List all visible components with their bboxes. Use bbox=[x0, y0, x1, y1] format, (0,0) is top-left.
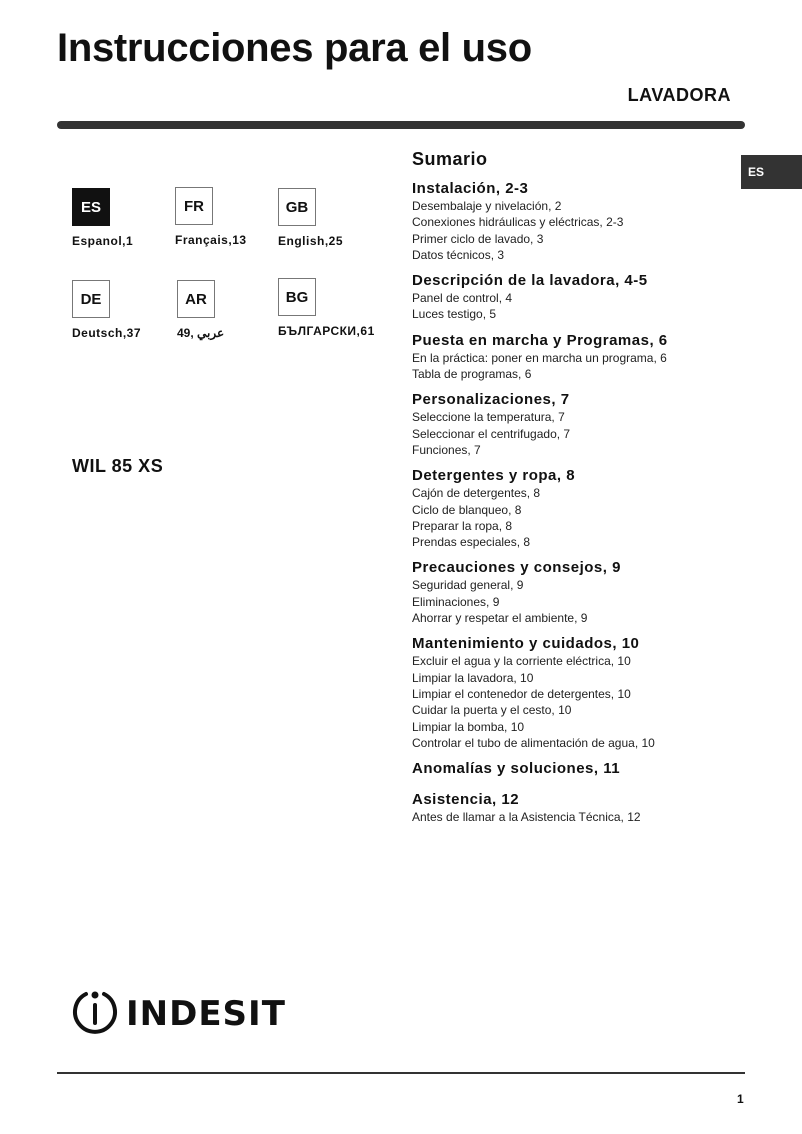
toc-section bbox=[412, 635, 732, 751]
page-number: 1 bbox=[737, 1092, 744, 1106]
toc-item: Seguridad general, 9 bbox=[412, 578, 524, 593]
toc-item: Eliminaciones, 9 bbox=[412, 594, 500, 609]
toc-item: Preparar la ropa, 8 bbox=[412, 518, 513, 533]
product-type: LAVADORA bbox=[627, 85, 731, 105]
header-divider bbox=[57, 121, 745, 129]
toc-section bbox=[412, 391, 732, 458]
language-code-box: DE bbox=[72, 280, 110, 318]
toc-heading: Mantenimiento y cuidados, 10 bbox=[412, 635, 640, 653]
toc-item: Funciones, 7 bbox=[412, 442, 481, 457]
language-gb[interactable] bbox=[278, 188, 388, 248]
side-tab-label: ES bbox=[748, 165, 765, 179]
language-es[interactable] bbox=[72, 188, 182, 248]
toc-item: Seleccionar el centrifugado, 7 bbox=[412, 426, 571, 441]
toc-item: Limpiar la lavadora, 10 bbox=[412, 670, 534, 685]
toc-heading: Puesta en marcha y Programas, 6 bbox=[412, 331, 668, 349]
toc-section bbox=[412, 180, 732, 263]
toc-heading: Descripción de la lavadora, 4-5 bbox=[412, 272, 648, 290]
toc-item: Controlar el tubo de alimentación de agua, 10 bbox=[412, 735, 655, 750]
toc-item: Cajón de detergentes, 8 bbox=[412, 486, 541, 501]
toc-item: Luces testigo, 5 bbox=[412, 307, 497, 322]
toc-item: Panel de control, 4 bbox=[412, 291, 513, 306]
toc-item: Datos técnicos, 3 bbox=[412, 247, 505, 262]
table-of-contents bbox=[412, 148, 732, 834]
language-ar[interactable] bbox=[177, 280, 287, 340]
footer-divider bbox=[57, 1072, 745, 1074]
page-title: Instrucciones para el uso bbox=[57, 26, 532, 70]
language-label: Deutsch,37 bbox=[72, 326, 142, 340]
language-label: English,25 bbox=[278, 234, 344, 248]
toc-section bbox=[412, 332, 732, 383]
toc-item: Excluir el agua y la corriente eléctrica, 10 bbox=[412, 654, 631, 669]
brand-name: INDESIT bbox=[126, 993, 286, 1034]
language-bg[interactable] bbox=[278, 278, 388, 338]
toc-item: Ahorrar y respetar el ambiente, 9 bbox=[412, 611, 588, 626]
language-label: БЪЛГАРСКИ,61 bbox=[278, 324, 375, 338]
language-code-box: BG bbox=[278, 278, 316, 316]
toc-heading: Anomalías y soluciones, 11 bbox=[412, 760, 621, 778]
toc-item: Cuidar la puerta y el cesto, 10 bbox=[412, 703, 572, 718]
toc-item: Conexiones hidráulicas y eléctricas, 2-3 bbox=[412, 215, 624, 230]
language-de[interactable] bbox=[72, 280, 182, 340]
toc-heading: Asistencia, 12 bbox=[412, 791, 520, 809]
toc-heading: Precauciones y consejos, 9 bbox=[412, 559, 621, 577]
toc-title: Sumario bbox=[412, 149, 488, 169]
language-label: Espanol,1 bbox=[72, 234, 134, 248]
toc-item: En la práctica: poner en marcha un programa, 6 bbox=[412, 350, 667, 365]
toc-item: Limpiar la bomba, 10 bbox=[412, 719, 525, 734]
language-code-box: ES bbox=[72, 188, 110, 226]
toc-item: Prendas especiales, 8 bbox=[412, 535, 531, 550]
indesit-logo-icon bbox=[72, 986, 118, 1041]
toc-section bbox=[412, 467, 732, 550]
toc-section bbox=[412, 272, 732, 323]
toc-item: Seleccione la temperatura, 7 bbox=[412, 410, 565, 425]
toc-heading: Detergentes y ropa, 8 bbox=[412, 467, 576, 485]
language-code-box: AR bbox=[177, 280, 215, 318]
language-label: Français,13 bbox=[175, 233, 247, 247]
toc-item: Tabla de programas, 6 bbox=[412, 367, 532, 382]
model-number: WIL 85 XS bbox=[72, 456, 164, 476]
language-fr[interactable] bbox=[175, 187, 285, 247]
toc-item: Desembalaje y nivelación, 2 bbox=[412, 199, 562, 213]
toc-section bbox=[412, 791, 732, 825]
toc-item: Ciclo de blanqueo, 8 bbox=[412, 502, 522, 517]
toc-heading: Personalizaciones, 7 bbox=[412, 391, 570, 409]
toc-item: Antes de llamar a la Asistencia Técnica, 12 bbox=[412, 810, 641, 825]
brand-logo bbox=[72, 986, 286, 1041]
language-label: عربي ,49 bbox=[177, 326, 225, 340]
toc-heading: Instalación, 2-3 bbox=[412, 180, 529, 197]
toc-section bbox=[412, 559, 732, 626]
toc-item: Primer ciclo de lavado, 3 bbox=[412, 231, 544, 246]
toc-section bbox=[412, 760, 732, 778]
language-code-box: FR bbox=[175, 187, 213, 225]
language-side-tab bbox=[741, 155, 802, 189]
language-code-box: GB bbox=[278, 188, 316, 226]
toc-item: Limpiar el contenedor de detergentes, 10 bbox=[412, 686, 631, 701]
